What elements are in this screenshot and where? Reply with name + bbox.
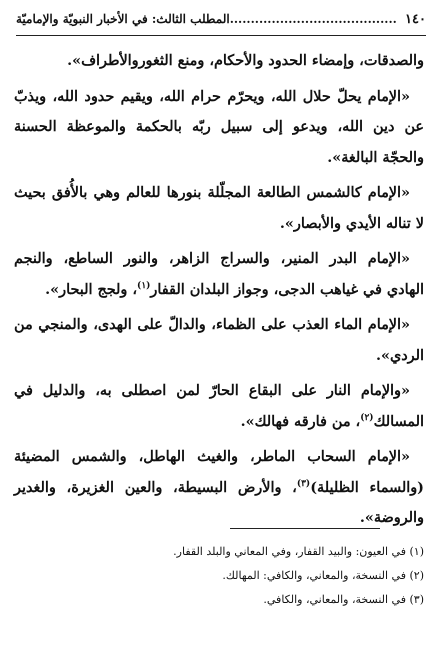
paragraph — [14, 46, 424, 77]
footnote: (٢) في النسخة، والمعاني، والكافي: المهالك. — [222, 569, 424, 582]
paragraph-text: والصدقات، وإمضاء الحدود والأحكام، ومنع الثغوروالأطراف». — [67, 52, 424, 69]
running-title: ........................................المطلب الثالث: في الأخبار النبويّة والإماميّة — [16, 12, 397, 26]
footnote-marker[interactable]: (١) — [137, 280, 151, 291]
page-number: ١٤٠ — [405, 12, 426, 27]
paragraph — [14, 310, 424, 371]
footnotes — [14, 540, 424, 612]
paragraph-text: ، من فارقه فهالك». — [240, 412, 361, 430]
paragraph-text: «الإمام يحلّ حلال الله، ويحرّم حرام الله، ويقيم حدود الله، ويذبّ عن دين الله، ويدعو إلى سبيل ربّه بالحكمة والموعظة الحسنة والحجّة البالغة». — [14, 87, 424, 166]
paragraph-text: «الإمام كالشمس الطالعة المجلّلة بنورها للعالم وهي بالأُفق بحيث لا تناله الأيدي والأبصار». — [14, 184, 424, 232]
paragraph — [14, 376, 424, 437]
footnote: (١) في العيون: والبيد القفار، وفي المعاني والبلد القفار. — [173, 545, 424, 558]
paragraph-text: «الإمام السحاب الماطر، والغيث الهاطل، والشمس المضيئة (والسماء الظليلة) — [14, 448, 424, 496]
page-header — [16, 12, 426, 36]
paragraph — [14, 178, 424, 239]
footnote-separator — [230, 528, 380, 529]
paragraph-text: «الإمام الماء العذب على الظماء، والدالّ على الهدى، والمنجي من الردي». — [14, 316, 424, 364]
paragraph — [14, 244, 424, 305]
paragraph — [14, 442, 424, 534]
footnote-marker[interactable]: (٣) — [296, 478, 311, 489]
paragraph — [14, 82, 424, 174]
paragraph-text: «الإمام البدر المنير، والسراج الزاهر، والنور الساطع، والنجم الهادي في غياهب الدجى، وجواز البلدان القفار — [14, 250, 424, 298]
body-text — [14, 46, 424, 534]
paragraph-text: ، والأرض البسيطة، والعين الغزيرة، والغدير والروضة». — [14, 478, 424, 526]
footnote-marker[interactable]: (٢) — [360, 412, 374, 423]
footnote: (٣) في النسخة، والمعاني، والكافي. — [263, 593, 424, 606]
paragraph-text: ، ولجج البحار». — [45, 280, 138, 298]
paragraph-text: «والإمام النار على البقاع الحارّ لمن اصطلى به، والدليل في المسالك — [14, 382, 424, 430]
